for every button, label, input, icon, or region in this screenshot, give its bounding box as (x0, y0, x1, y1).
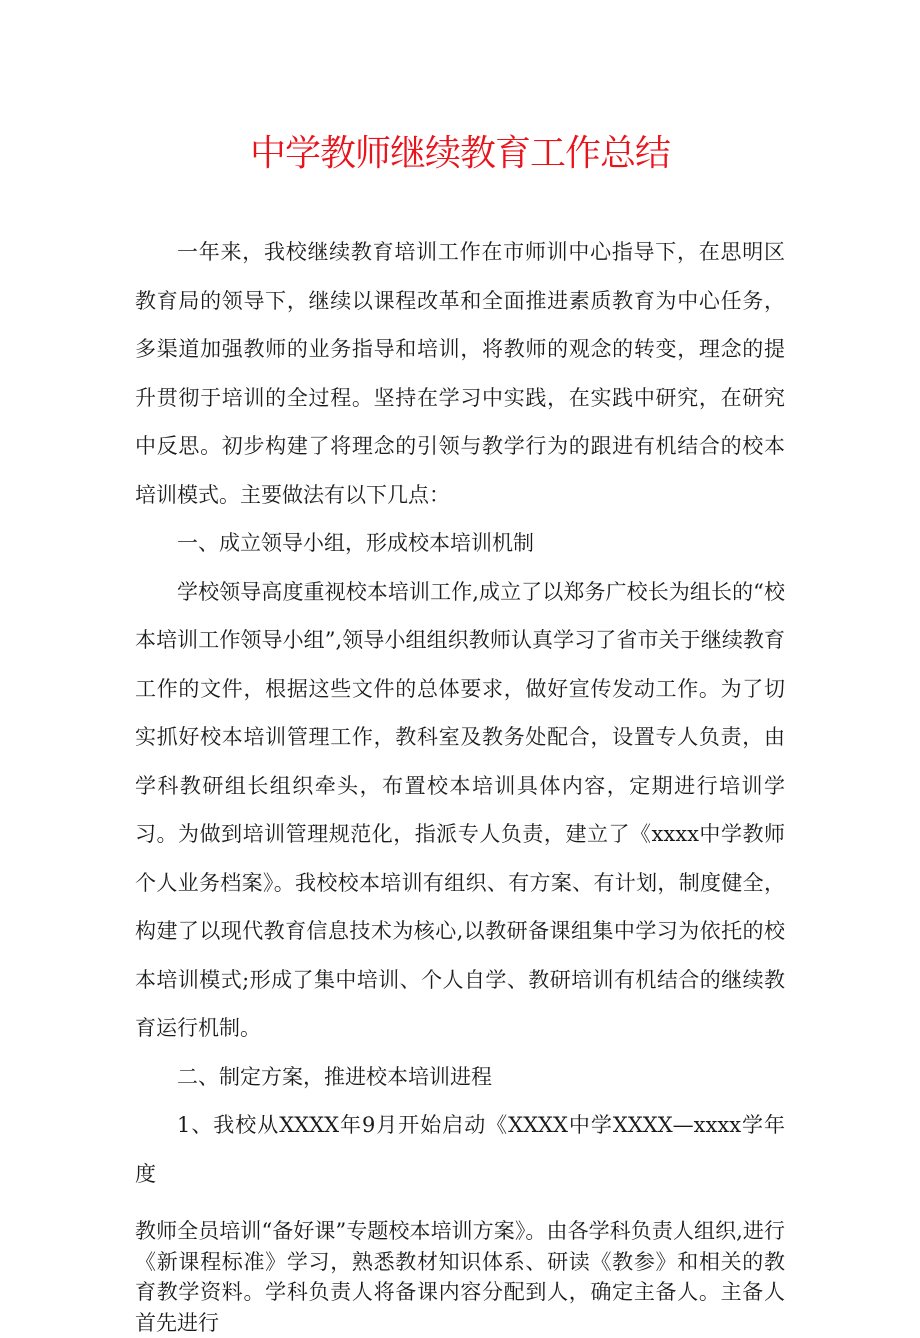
document-title: 中学教师继续教育工作总结 (249, 133, 670, 174)
section-heading-2: 二、制定方案，推进校本培训进程 (177, 1064, 492, 1089)
section-heading-1: 一、成立领导小组，形成校本培训机制 (177, 531, 534, 555)
section-2-item-1-line: 1、我校从XXXX年9月开始启动《XXXX中学XXXX—xxxx学年度 (135, 1113, 785, 1186)
intro-paragraph: 一年来，我校继续教育培训工作在市师训中心指导下，在思明区教育局的领导下，继续以课程改革和全面推进素质教育为中心任务，多渠道加强教师的业务指导和培训，将教师的观念的转变，理念的提升贯彻于培训的全过程。坚持在学习中实践，在实践中研究，在研究中反思。初步构建了将理念的引领与教学行为的跟进有机结合的校本培训模式。主要做法有以下几点： (135, 240, 785, 507)
section-2-item-1-continuation: 教师全员培训“备好课”专题校本培训方案》。由各学科负责人组织,进行《新课程标准》学习，熟悉教材知识体系、研读《教参》和相关的教育教学资料。学科负责人将备课内容分配到人，确定主备人。主备人首先进行 (135, 1219, 785, 1335)
section-1-paragraph: 学校领导高度重视校本培训工作,成立了以郑务广校长为组长的“校本培训工作领导小组”,领导小组组织教师认真学习了省市关于继续教育工作的文件，根据这些文件的总体要求，做好宣传发动工作。为了切实抓好校本培训管理工作，教科室及教务处配合，设置专人负责，由学科教研组长组织牵头，布置校本培训具体内容，定期进行培训学习。为做到培训管理规范化，指派专人负责，建立了《xxxx中学教师个人业务档案》。我校校本培训有组织、有方案、有计划，制度健全，构建了以现代教育信息技术为核心,以教研备课组集中学习为依托的校本培训模式;形成了集中培训、个人自学、教研培训有机结合的继续教育运行机制。 (135, 579, 785, 1040)
document-body (135, 228, 785, 1338)
